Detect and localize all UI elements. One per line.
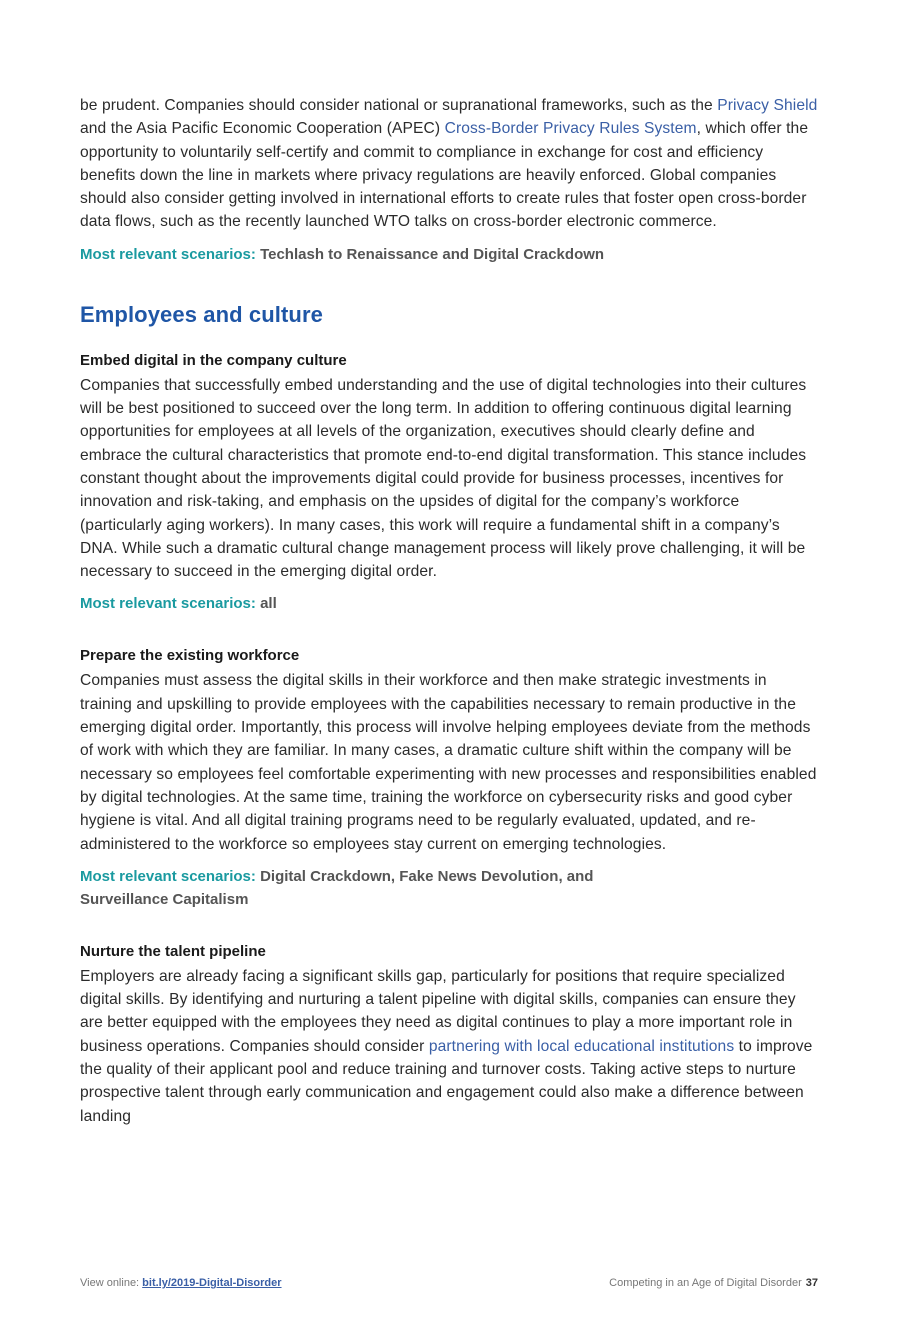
scenarios-label: Most relevant scenarios: (80, 245, 256, 263)
embed-paragraph: Companies that successfully embed understanding and the use of digital technologies into their cultures will be best positioned to succeed over the long term. In addition to offering continuous digital learning opportunities for employees at all levels of the organization, executives should clearly define and embrace the cultural characteristics that promote end-to-end digital transformation. This stance includes constant thought about the improvements digital could provide for business processes, incentives for innovation and risk-taking, and emphasis on the upsides of digital for the company’s workforce (particularly aging workers). In many cases, this work will require a fundamental shift in a company’s DNA. While such a dramatic cultural change management process will likely prove challenging, it will be necessary to succeed in the emerging digital order. (80, 376, 807, 581)
scenarios-label: Most relevant scenarios: (80, 595, 256, 613)
scenarios-value: Digital Crackdown, Fake News Devolution, and Surveillance Capitalism (80, 867, 594, 908)
scenarios-value: all (255, 595, 277, 613)
talent-text-1: Employers are already facing a significant skills gap, particularly for positions that require specialized digital skills. By identifying and nurturing a talent pipeline with digital skills, companies can ensure they are better equipped with the employees they need as digital continues to play a more important role in business operations. Companies should consider (80, 967, 796, 1055)
intro-text-2: and the Asia Pacific Economic Cooperation (APEC) (80, 120, 445, 138)
scenarios-label: Most relevant scenarios: (80, 867, 256, 885)
talent-heading: Nurture the talent pipeline (80, 942, 266, 960)
footer-doc-info (609, 1277, 818, 1289)
talent-text-2: to improve the quality of their applicant pool and reduce training and turnover costs. Taking active steps to nurture prospective talent through early communication and engagement could also make a difference between landing (80, 1037, 813, 1125)
footer-doc-title: Competing in an Age of Digital Disorder (609, 1277, 802, 1289)
prepare-relevant-scenarios (80, 865, 680, 911)
footer-view-online (80, 1277, 282, 1289)
prepare-heading: Prepare the existing workforce (80, 647, 300, 665)
educational-institutions-link[interactable]: partnering with local educational institutions (428, 1037, 735, 1055)
embed-heading: Embed digital in the company culture (80, 351, 347, 369)
view-online-link[interactable]: bit.ly/2019-Digital-Disorder (142, 1277, 282, 1289)
talent-paragraph (80, 965, 820, 1128)
page-content (80, 94, 820, 1128)
intro-text-1: be prudent. Companies should consider national or supranational frameworks, such as the (80, 97, 718, 114)
intro-relevant-scenarios (80, 243, 820, 266)
section-title: Employees and culture (80, 301, 323, 327)
prepare-paragraph: Companies must assess the digital skills in their workforce and then make strategic investments in training and upskilling to provide employees with the capabilities necessary to remain productive in the emerging digital order. Importantly, this process will involve helping employees deviate from the methods of work with which they are familiar. In many cases, a dramatic culture shift within the company will be necessary so employees feel comfortable experimenting with new processes and responsibilities enabled by digital technologies. At the same time, training the workforce on cybersecurity risks and good cyber hygiene is vital. And all digital training programs need to be regularly evaluated, updated, and re-administered to the workforce so employees stay current on emerging technologies. (80, 672, 817, 853)
page-number: 37 (805, 1277, 818, 1289)
intro-paragraph (80, 94, 820, 234)
cbpr-system-link[interactable]: Cross-Border Privacy Rules System (444, 120, 697, 138)
embed-relevant-scenarios (80, 592, 820, 615)
view-online-label: View online: (80, 1277, 143, 1289)
intro-text-3: , which offer the opportunity to voluntarily self-certify and commit to compliance in exchange for cost and efficiency benefits down the line in markets where privacy regulations are heavily enforced. Global companies should also consider getting involved in international efforts to create rules that foster open cross-border data flows, such as the recently launched WTO talks on cross-border electronic commerce. (80, 120, 809, 231)
scenarios-value: Techlash to Renaissance and Digital Crackdown (255, 245, 605, 263)
privacy-shield-link[interactable]: Privacy Shield (717, 97, 818, 114)
